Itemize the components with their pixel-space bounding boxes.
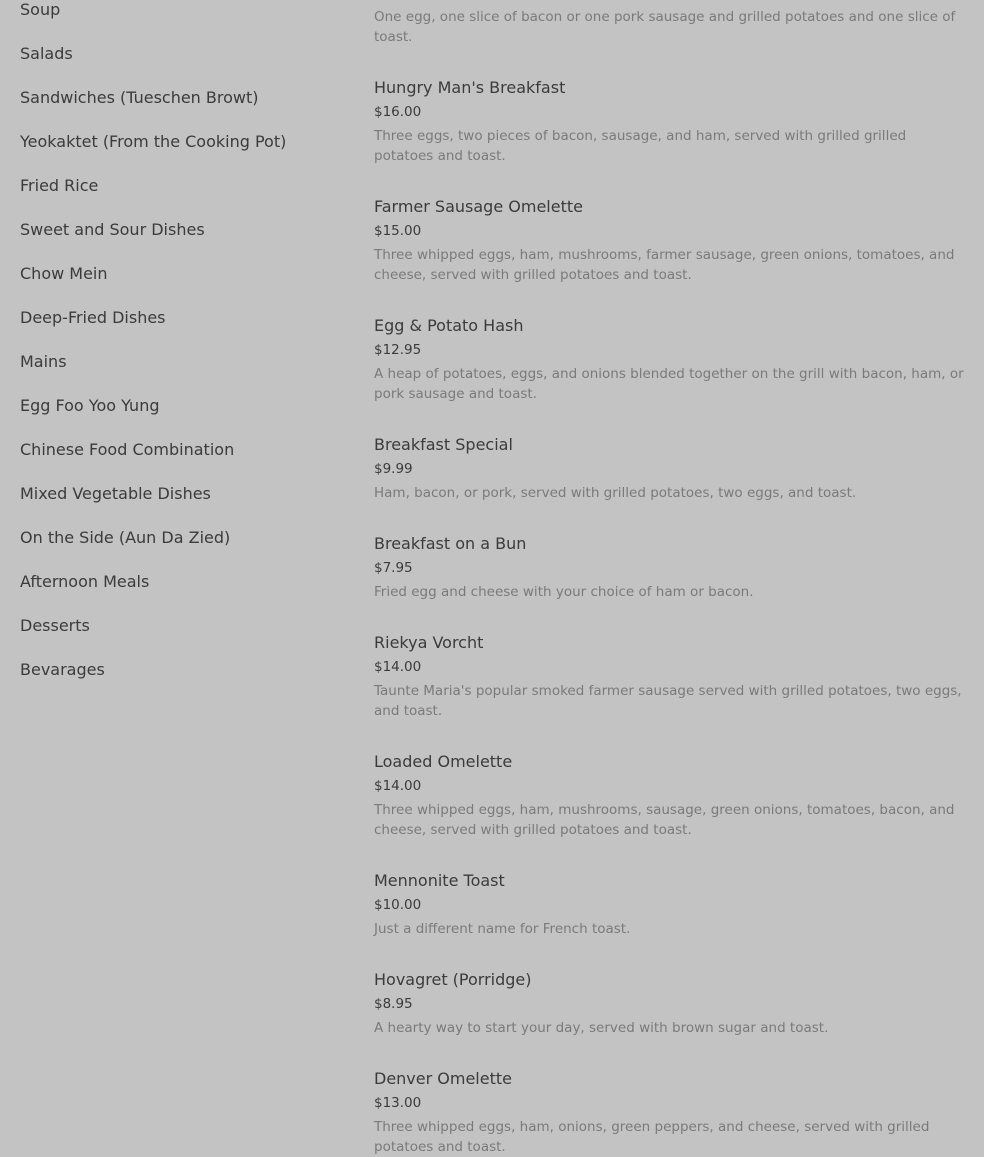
menu-item-description: Fried egg and cheese with your choice of ham or bacon.: [374, 584, 754, 600]
menu-item: [374, 970, 964, 1038]
category-link-sweet-and-sour[interactable]: Sweet and Sour Dishes: [20, 220, 205, 239]
category-sidebar: [20, 0, 340, 692]
category-link-sandwiches[interactable]: Sandwiches (Tueschen Browt): [20, 88, 259, 107]
menu-item-name: Farmer Sausage Omelette: [374, 197, 583, 216]
menu-item-description: Three whipped eggs, ham, mushrooms, sausage, green onions, tomatoes, bacon, and cheese, served with grilled potatoes and toast.: [374, 802, 955, 838]
menu-item-price: $10.00: [374, 897, 422, 913]
menu-item-price: $8.95: [374, 996, 413, 1012]
menu-item-description: A hearty way to start your day, served with brown sugar and toast.: [374, 1020, 829, 1036]
menu-item: [374, 197, 964, 285]
menu-item-description: Three whipped eggs, ham, mushrooms, farmer sausage, green onions, tomatoes, and cheese, served with grilled potatoes and toast.: [374, 247, 955, 283]
category-link-desserts[interactable]: Desserts: [20, 616, 90, 635]
menu-item-name: Denver Omelette: [374, 1069, 512, 1088]
menu-item: [374, 435, 964, 503]
menu-item-description: Three whipped eggs, ham, onions, green peppers, and cheese, served with grilled potatoes and toast.: [374, 1119, 930, 1155]
menu-item: [374, 752, 964, 840]
menu-item-name: Hovagret (Porridge): [374, 970, 532, 989]
menu-item-price: $14.00: [374, 659, 422, 675]
category-link-bevarages[interactable]: Bevarages: [20, 660, 105, 679]
category-link-yeokaktet[interactable]: Yeokaktet (From the Cooking Pot): [20, 132, 287, 151]
menu-item-price: $14.00: [374, 778, 422, 794]
category-link-afternoon-meals[interactable]: Afternoon Meals: [20, 572, 150, 591]
category-link-chow-mein[interactable]: Chow Mein: [20, 264, 108, 283]
menu-item-price: $9.99: [374, 461, 413, 477]
menu-item: [374, 78, 964, 166]
menu-item-list: [374, 7, 964, 1157]
menu-item-price: $12.95: [374, 342, 422, 358]
menu-item-description: Just a different name for French toast.: [374, 921, 631, 937]
menu-item-price: $13.00: [374, 1095, 422, 1111]
category-link-egg-foo-yoo-yung[interactable]: Egg Foo Yoo Yung: [20, 396, 160, 415]
menu-item-description: A heap of potatoes, eggs, and onions blended together on the grill with bacon, ham, or pork sausage and toast.: [374, 366, 964, 402]
category-link-mains[interactable]: Mains: [20, 352, 67, 371]
menu-item-price: $16.00: [374, 104, 422, 120]
menu-item-name: Breakfast on a Bun: [374, 534, 527, 553]
category-link-salads[interactable]: Salads: [20, 44, 73, 63]
category-link-fried-rice[interactable]: Fried Rice: [20, 176, 99, 195]
menu-item-name: Breakfast Special: [374, 435, 513, 454]
menu-item-price: $15.00: [374, 223, 422, 239]
menu-item-name: Hungry Man's Breakfast: [374, 78, 566, 97]
menu-item-description: Ham, bacon, or pork, served with grilled potatoes, two eggs, and toast.: [374, 485, 857, 501]
menu-item: [374, 316, 964, 404]
category-link-chinese-combination[interactable]: Chinese Food Combination: [20, 440, 235, 459]
menu-item-description: Taunte Maria's popular smoked farmer sausage served with grilled potatoes, two eggs, and toast.: [374, 683, 962, 719]
menu-item: [374, 633, 964, 721]
menu-item-price: $7.95: [374, 560, 413, 576]
menu-item-name: Loaded Omelette: [374, 752, 513, 771]
category-link-on-the-side[interactable]: On the Side (Aun Da Zied): [20, 528, 231, 547]
category-link-deep-fried[interactable]: Deep-Fried Dishes: [20, 308, 166, 327]
menu-item-name: Mennonite Toast: [374, 871, 505, 890]
menu-item: [374, 1069, 964, 1157]
menu-item-description: One egg, one slice of bacon or one pork sausage and grilled potatoes and one slice of toast.: [374, 9, 956, 45]
menu-item-name: Egg & Potato Hash: [374, 316, 524, 335]
menu-item-description: Three eggs, two pieces of bacon, sausage, and ham, served with grilled grilled potatoes and toast.: [374, 128, 907, 164]
menu-item: [374, 871, 964, 939]
menu-item-name: Riekya Vorcht: [374, 633, 484, 652]
category-link-soup[interactable]: Soup: [20, 0, 61, 19]
category-link-mixed-vegetable[interactable]: Mixed Vegetable Dishes: [20, 484, 211, 503]
menu-item: [374, 534, 964, 602]
